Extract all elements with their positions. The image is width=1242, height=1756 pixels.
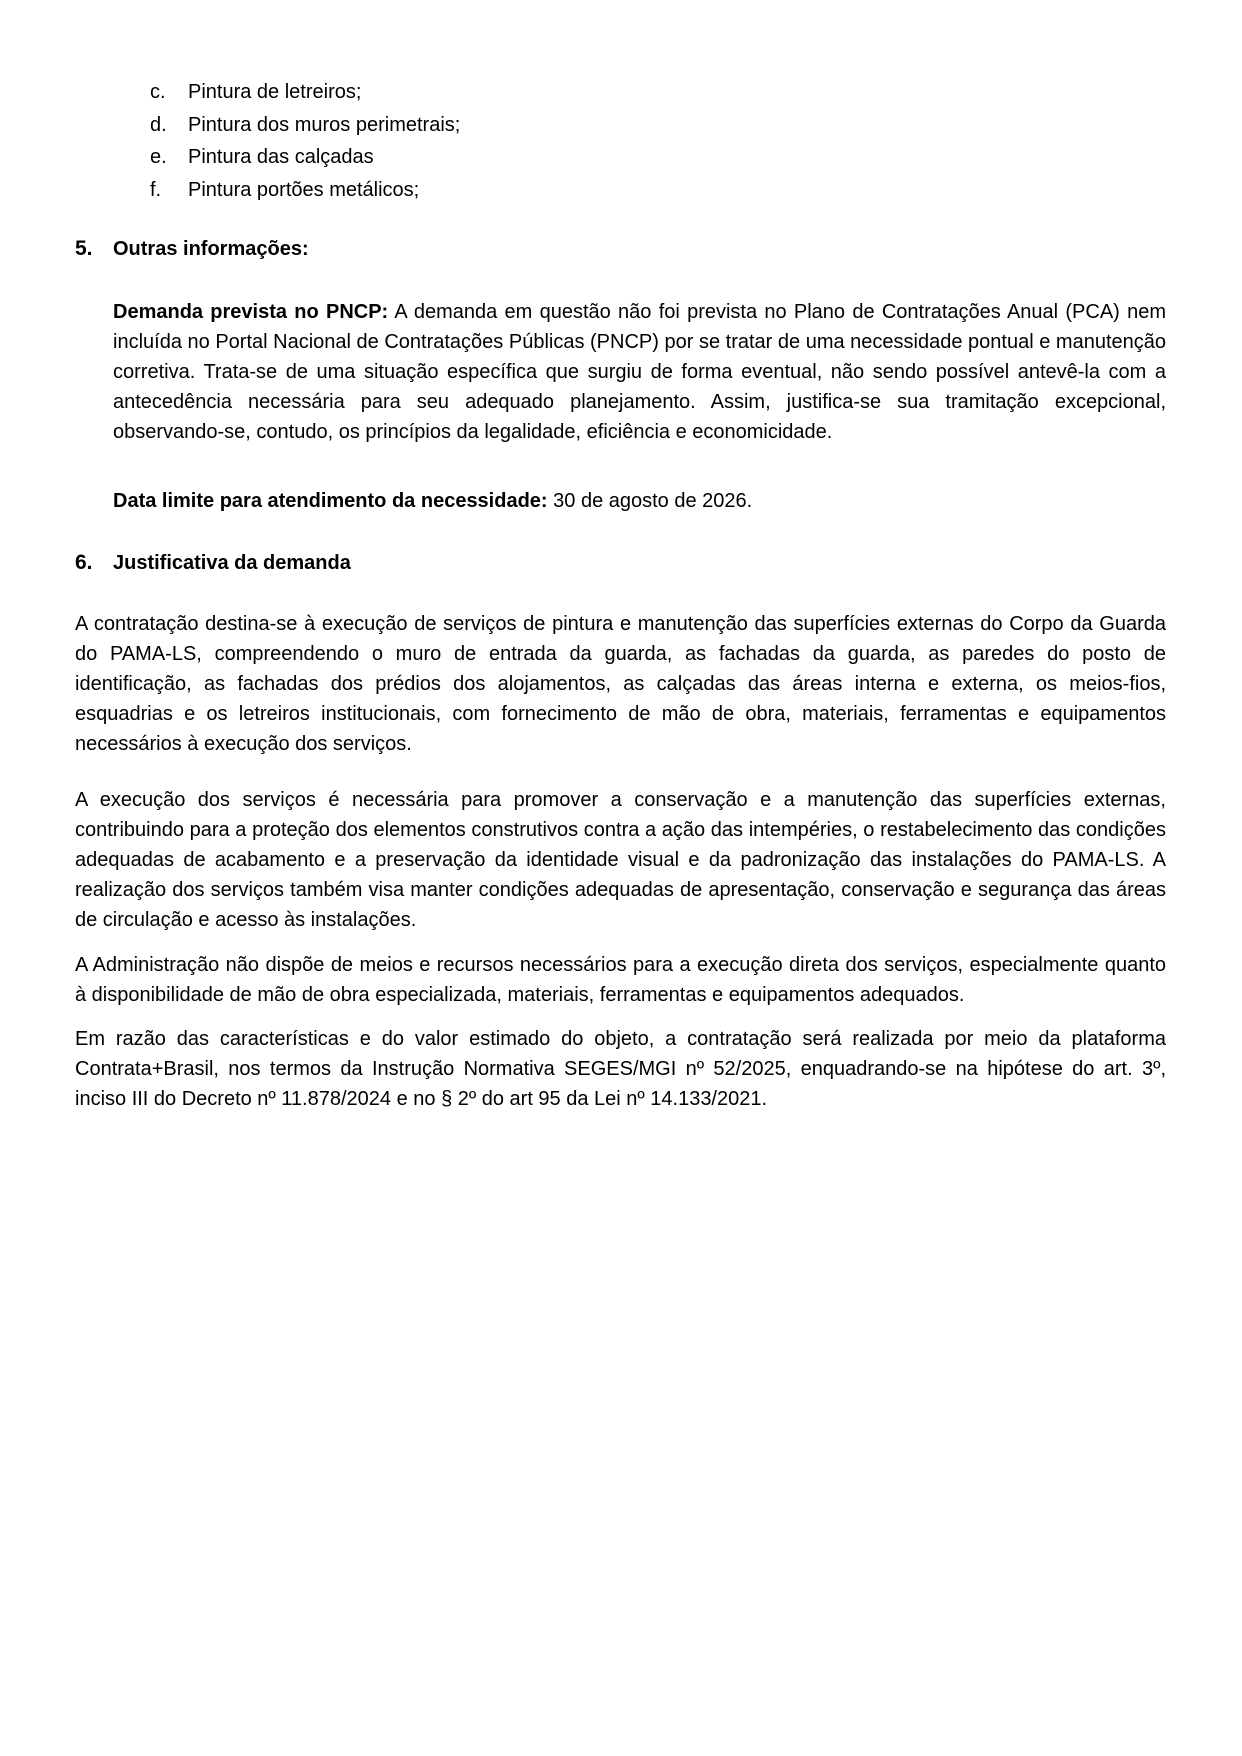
justification-paragraph: Em razão das características e do valor estimado do objeto, a contratação será realizada por meio da plataforma Contrata+Brasil, nos termos da Instrução Normativa SEGES/MGI nº 52/2025, enquadrando-se na hipótese do art. 3º, inciso III do Decreto nº 11.878/2024 e no § 2º do art 95 da Lei nº 14.133/2021. xyxy=(75,1028,1166,1110)
justification-paragraph: A contratação destina-se à execução de serviços de pintura e manutenção das superfícies externas do Corpo da Guarda do PAMA-LS, compreendendo o muro de entrada da guarda, as fachadas da guarda, as paredes do posto de identificação, as fachadas dos prédios dos alojamentos, as calçadas das áreas interna e externa, os meios-fios, esquadrias e os letreiros institucionais, com fornecimento de mão de obra, materiais, ferramentas e equipamentos necessários à execução dos serviços. xyxy=(75,613,1166,755)
list-item xyxy=(150,109,460,142)
section-5-heading xyxy=(75,237,309,261)
list-item xyxy=(150,141,460,174)
list-item-letter: e. xyxy=(150,146,167,168)
section-title: Outras informações: xyxy=(113,238,309,260)
demand-label: Demanda prevista no PNCP: xyxy=(113,301,389,323)
list-item-letter: f. xyxy=(150,178,162,201)
list-item-text: Pintura das calçadas xyxy=(188,146,374,168)
deadline-text: 30 de agosto de 2026. xyxy=(547,490,753,512)
list-item-letter: c. xyxy=(150,81,166,103)
demand-paragraph xyxy=(113,297,1166,447)
list-item-text: Pintura de letreiros; xyxy=(188,81,362,103)
justification-paragraph: A Administração não dispõe de meios e recursos necessários para a execução direta dos serviços, especialmente quanto à disponibilidade de mão de obra especializada, materiais, ferramentas e equipamentos adequados. xyxy=(75,954,1166,1006)
demand-text: A demanda em questão não foi prevista no Plano de Contratações Anual (PCA) nem incluída no Portal Nacional de Contratações Públicas (PNCP) por se tratar de uma necessidade pontual e manutenção corretiva. Trata-se de uma situação específica que surgiu de forma eventual, não sendo possível antevê-la com a antecedência necessária para seu adequado planejamento. Assim, justifica-se sua tramitação excepcional, observando-se, contudo, os princípios da legalidade, eficiência e economicidade. xyxy=(113,301,1166,443)
list-item xyxy=(150,76,460,109)
section-number: 6. xyxy=(75,551,93,574)
justification-paragraph: A execução dos serviços é necessária para promover a conservação e a manutenção das superfícies externas, contribuindo para a proteção dos elementos construtivos contra a ação das intempéries, o restabelecimento das condições adequadas de acabamento e a preservação da identidade visual e da padronização das instalações do PAMA-LS. A realização dos serviços também visa manter condições adequadas de apresentação, conservação e segurança das áreas de circulação e acesso às instalações. xyxy=(75,789,1166,931)
list-item-text: Pintura dos muros perimetrais; xyxy=(188,113,461,136)
list-item-text: Pintura portões metálicos; xyxy=(188,178,420,201)
list-item-letter: d. xyxy=(150,113,167,136)
section-title: Justificativa da demanda xyxy=(113,552,351,574)
deadline-paragraph xyxy=(113,486,1166,516)
section-6-heading xyxy=(75,551,351,575)
section-number: 5. xyxy=(75,237,93,260)
sub-item-list xyxy=(150,76,460,206)
list-item xyxy=(150,174,460,207)
deadline-label: Data limite para atendimento da necessidade: xyxy=(113,490,548,512)
